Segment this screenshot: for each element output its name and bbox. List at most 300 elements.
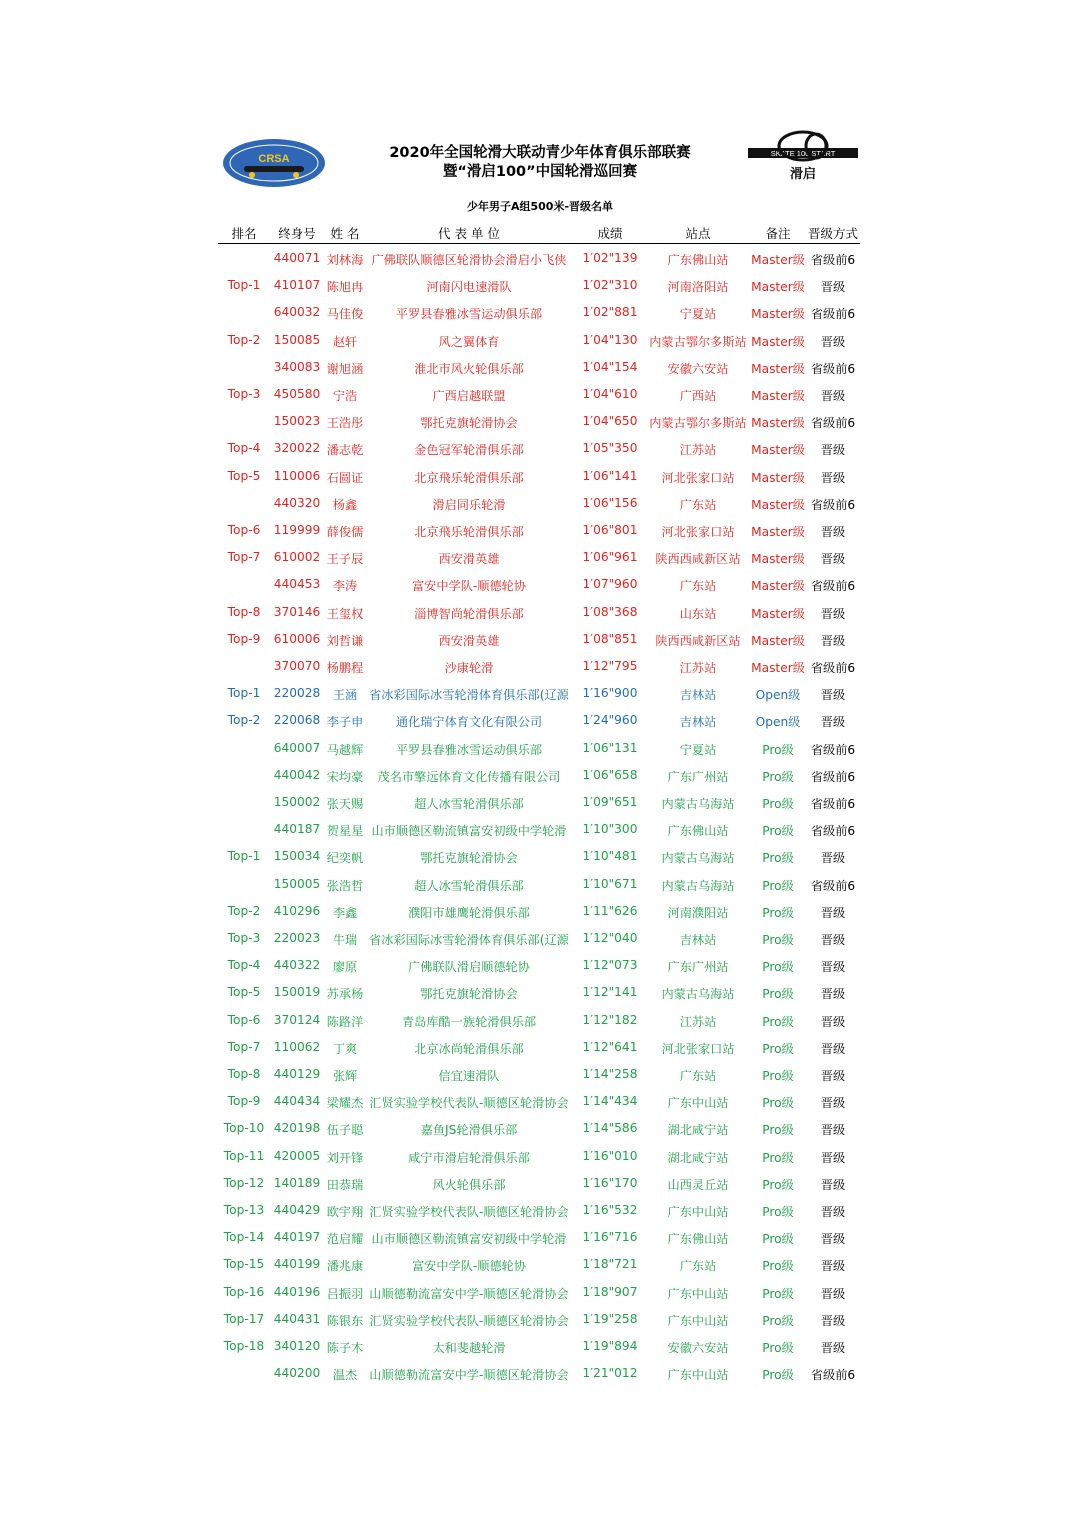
row-team: 富安中学队-顺德轮协	[411, 579, 527, 594]
row-id: 420005	[273, 1148, 321, 1163]
row-athlete-name: 潘志乾	[326, 443, 364, 458]
row-id: 440322	[273, 958, 321, 973]
row-team: 山市顺德区勒流镇富安初级中学轮滑	[371, 824, 567, 839]
row-athlete-name: 欧宇翔	[326, 1205, 364, 1219]
row-team: 鄂托克旗轮滑协会	[420, 851, 518, 866]
row-level: Pro级	[762, 1014, 794, 1029]
row-result-time: 1′14"586	[582, 1121, 638, 1136]
row-id: 450580	[273, 387, 321, 401]
row-advance-method: 省级前6	[810, 824, 856, 839]
row-athlete-name: 潘兆康	[326, 1259, 364, 1274]
row-level: Pro级	[762, 1177, 794, 1192]
row-id: 410296	[273, 903, 321, 918]
table-row	[0, 1171, 1080, 1198]
row-id: 340120	[273, 1339, 321, 1353]
table-row	[0, 1035, 1080, 1062]
row-result-time: 1′10"481	[582, 849, 638, 864]
row-station: 吉林站	[679, 933, 717, 947]
row-athlete-name: 李鑫	[332, 905, 358, 920]
table-row	[0, 1280, 1080, 1307]
row-team: 山顺德勒流富安中学-顺德区轮滑协会	[369, 1368, 569, 1383]
row-rank: Top-6	[227, 523, 261, 537]
row-level: Pro级	[762, 1150, 794, 1165]
header-divider	[218, 243, 860, 244]
row-level: Pro级	[762, 1313, 794, 1328]
table-row	[0, 953, 1080, 980]
row-id: 150034	[273, 849, 321, 864]
row-result-time: 1′12"641	[582, 1039, 638, 1054]
table-row	[0, 1089, 1080, 1116]
row-team: 淮北市风火轮俱乐部	[414, 361, 524, 376]
row-athlete-name: 王涵	[332, 688, 358, 703]
row-level: Master级	[751, 470, 805, 485]
row-athlete-name: 马佳俊	[326, 307, 364, 322]
row-station: 广东广州站	[667, 960, 729, 975]
row-advance-method: 晋级	[820, 470, 846, 485]
row-rank: Top-12	[223, 1175, 265, 1190]
row-team: 西安滑英雄	[438, 552, 500, 567]
row-team: 富安中学队-顺德轮协	[411, 1259, 527, 1274]
row-rank: Top-8	[227, 1067, 261, 1081]
row-level: Master级	[751, 443, 805, 458]
row-station: 内蒙古鄂尔多斯站	[649, 334, 747, 349]
row-result-time: 1′10"671	[582, 876, 638, 891]
row-athlete-name: 贺星星	[326, 824, 364, 839]
row-level: Pro级	[762, 1341, 794, 1355]
row-rank: Top-6	[227, 1012, 261, 1027]
row-team: 濮阳市雄鹰轮滑俱乐部	[408, 905, 530, 920]
page-title-line2: 暨“滑启100”中国轮滑巡回赛	[442, 164, 638, 180]
row-result-time: 1′16"532	[582, 1203, 638, 1217]
row-level: Pro级	[762, 1041, 794, 1056]
table-row	[0, 1198, 1080, 1225]
row-rank: Top-18	[223, 1339, 265, 1353]
row-athlete-name: 牛瑞	[332, 933, 358, 947]
row-team: 广佛联队滑启顺德轮协	[408, 960, 530, 975]
row-team: 信宜速滑队	[438, 1069, 500, 1083]
row-id: 140189	[273, 1175, 321, 1190]
row-result-time: 1′06"156	[582, 495, 638, 510]
row-station: 广东佛山站	[667, 1232, 729, 1247]
row-advance-method: 晋级	[820, 552, 846, 567]
table-row	[0, 246, 1080, 273]
row-id: 150019	[273, 985, 321, 1000]
row-station: 江苏站	[679, 443, 717, 458]
row-athlete-name: 李子申	[326, 715, 364, 730]
row-advance-method: 晋级	[820, 334, 846, 349]
row-team: 通化瑞宁体育文化有限公司	[395, 715, 543, 730]
row-level: Pro级	[762, 851, 794, 866]
row-advance-method: 晋级	[820, 987, 846, 1002]
row-result-time: 1′06"131	[582, 740, 638, 755]
row-id: 340083	[273, 359, 321, 374]
row-level: Master级	[751, 661, 805, 675]
row-team: 汇贤实验学校代表队-顺德区轮滑协会	[369, 1205, 569, 1219]
row-team: 北京飛乐轮滑俱乐部	[414, 470, 524, 485]
row-advance-method: 晋级	[820, 1232, 846, 1247]
row-advance-method: 省级前6	[810, 661, 856, 675]
row-station: 广东广州站	[667, 769, 729, 784]
row-station: 广东站	[679, 1259, 717, 1274]
row-result-time: 1′16"010	[582, 1148, 638, 1163]
table-row	[0, 545, 1080, 572]
row-athlete-name: 苏承杨	[326, 987, 364, 1002]
row-athlete-name: 温杰	[332, 1368, 358, 1383]
row-result-time: 1′19"894	[582, 1339, 638, 1353]
row-team: 省冰彩国际冰雪轮滑体育俱乐部(辽源	[369, 688, 569, 703]
row-station: 山东站	[679, 606, 717, 621]
row-level: Pro级	[762, 824, 794, 839]
row-athlete-name: 刘哲谦	[326, 633, 364, 648]
row-result-time: 1′16"716	[582, 1230, 638, 1245]
row-id: 150023	[273, 414, 321, 429]
row-rank: Top-2	[227, 332, 261, 347]
row-level: Master级	[751, 334, 805, 349]
row-level: Master级	[751, 552, 805, 567]
event-subtitle: 少年男子A组500米-晋级名单	[466, 200, 614, 213]
row-result-time: 1′11"626	[582, 903, 638, 918]
row-id: 640032	[273, 305, 321, 320]
row-athlete-name: 马越辉	[326, 742, 364, 757]
table-row	[0, 1252, 1080, 1279]
row-athlete-name: 张辉	[332, 1069, 358, 1083]
row-team: 平罗县春雅冰雪运动俱乐部	[395, 742, 543, 757]
row-athlete-name: 王浩彤	[326, 416, 364, 431]
table-row	[0, 872, 1080, 899]
row-advance-method: 省级前6	[810, 769, 856, 784]
row-result-time: 1′02"310	[582, 278, 638, 293]
row-level: Master级	[751, 579, 805, 594]
row-team: 山市顺德区勒流镇富安初级中学轮滑	[371, 1232, 567, 1247]
row-rank: Top-4	[227, 441, 261, 456]
row-team: 超人冰雪轮滑俱乐部	[414, 878, 524, 893]
table-row	[0, 790, 1080, 817]
table-row	[0, 1225, 1080, 1252]
row-level: Pro级	[762, 1123, 794, 1138]
row-team: 沙康轮滑	[444, 661, 494, 675]
row-level: Master级	[751, 416, 805, 431]
row-team: 淄博智尚轮滑俱乐部	[414, 606, 524, 621]
row-advance-method: 晋级	[820, 960, 846, 975]
row-advance-method: 省级前6	[810, 497, 856, 512]
table-row	[0, 926, 1080, 953]
row-id: 610006	[273, 631, 321, 646]
row-result-time: 1′12"182	[582, 1012, 638, 1027]
row-team: 北京冰尚轮滑俱乐部	[414, 1041, 524, 1056]
row-advance-method: 晋级	[820, 1041, 846, 1056]
table-row	[0, 328, 1080, 355]
table-row	[0, 844, 1080, 871]
row-id: 440197	[273, 1230, 321, 1245]
row-level: Pro级	[762, 1069, 794, 1083]
row-result-time: 1′09"651	[582, 795, 638, 809]
row-station: 宁夏站	[679, 742, 717, 757]
row-id: 440320	[273, 495, 321, 510]
col-rank-header: 排名	[231, 226, 257, 241]
row-advance-method: 省级前6	[810, 742, 856, 757]
row-athlete-name: 陈路洋	[326, 1014, 364, 1029]
row-team: 金色冠军轮滑俱乐部	[414, 443, 524, 458]
row-id: 440196	[273, 1284, 321, 1299]
row-id: 119999	[273, 523, 321, 537]
row-id: 440429	[273, 1203, 321, 1217]
row-team: 平罗县春雅冰雪运动俱乐部	[395, 307, 543, 322]
row-rank: Top-3	[227, 387, 261, 401]
row-advance-method: 晋级	[820, 280, 846, 295]
table-row	[0, 817, 1080, 844]
row-id: 440042	[273, 767, 321, 782]
row-level: Pro级	[762, 742, 794, 757]
page-title-line1: 2020年全国轮滑大联动青少年体育俱乐部联赛	[389, 145, 691, 161]
row-level: Master级	[751, 307, 805, 322]
row-advance-method: 晋级	[820, 1014, 846, 1029]
row-id: 410107	[273, 278, 321, 293]
col-note-header: 备注	[765, 226, 791, 241]
row-level: Master级	[751, 497, 805, 512]
row-advance-method: 晋级	[820, 933, 846, 947]
row-advance-method: 省级前6	[810, 878, 856, 893]
row-rank: Top-2	[227, 713, 261, 728]
row-level: Master级	[751, 253, 805, 267]
row-advance-method: 晋级	[820, 1341, 846, 1355]
row-station: 吉林站	[679, 715, 717, 730]
row-level: Master级	[751, 525, 805, 539]
table-row	[0, 273, 1080, 300]
row-team: 风火轮俱乐部	[432, 1177, 506, 1192]
row-athlete-name: 宁浩	[332, 389, 358, 403]
table-row	[0, 980, 1080, 1007]
row-id: 220023	[273, 931, 321, 945]
row-advance-method: 晋级	[820, 525, 846, 539]
row-level: Pro级	[762, 1259, 794, 1274]
row-rank: Top-15	[223, 1257, 265, 1272]
row-id: 440199	[273, 1257, 321, 1272]
row-rank: Top-7	[227, 550, 261, 565]
row-station: 山西灵丘站	[667, 1177, 729, 1192]
row-station: 安徽六安站	[667, 1341, 729, 1355]
row-result-time: 1′21"012	[582, 1366, 638, 1381]
row-rank: Top-3	[227, 931, 261, 945]
row-result-time: 1′06"141	[582, 468, 638, 483]
row-advance-method: 晋级	[820, 606, 846, 621]
row-id: 150002	[273, 795, 321, 809]
row-result-time: 1′06"801	[582, 523, 638, 537]
row-level: Pro级	[762, 905, 794, 920]
table-row	[0, 1307, 1080, 1334]
row-athlete-name: 张天赐	[326, 797, 364, 811]
table-header	[220, 224, 860, 244]
col-method-header: 晋级方式	[807, 226, 858, 241]
row-result-time: 1′08"851	[582, 631, 638, 646]
row-rank: Top-4	[227, 958, 261, 973]
svg-text:SKATE 100 START: SKATE 100 START	[770, 149, 836, 158]
row-athlete-name: 伍子聪	[326, 1123, 364, 1138]
row-id: 440129	[273, 1067, 321, 1081]
row-advance-method: 晋级	[820, 1150, 846, 1165]
row-athlete-name: 李涛	[332, 579, 358, 594]
row-id: 320022	[273, 441, 321, 456]
col-name-header: 姓 名	[330, 226, 360, 241]
row-station: 湖北咸宁站	[667, 1123, 729, 1138]
row-rank: Top-9	[227, 631, 261, 646]
row-id: 370070	[273, 659, 321, 673]
row-advance-method: 晋级	[820, 1069, 846, 1083]
row-id: 420198	[273, 1121, 321, 1136]
row-level: Open级	[755, 715, 801, 730]
row-station: 河北张家口站	[661, 470, 735, 485]
row-athlete-name: 刘开锋	[326, 1150, 364, 1165]
row-athlete-name: 陈旭冉	[326, 280, 364, 295]
row-team: 广西启越联盟	[432, 389, 506, 403]
row-athlete-name: 廖原	[332, 960, 358, 975]
row-advance-method: 省级前6	[810, 797, 856, 811]
row-level: Pro级	[762, 769, 794, 784]
row-id: 440071	[273, 251, 321, 265]
row-advance-method: 晋级	[820, 1259, 846, 1274]
row-result-time: 1′16"900	[582, 686, 638, 701]
row-team: 汇贤实验学校代表队-顺德区轮滑协会	[369, 1313, 569, 1328]
row-level: Master级	[751, 280, 805, 295]
row-advance-method: 晋级	[820, 1096, 846, 1111]
table-row	[0, 627, 1080, 654]
row-level: Pro级	[762, 933, 794, 947]
row-advance-method: 晋级	[820, 851, 846, 866]
row-id: 110006	[273, 468, 321, 483]
row-advance-method: 晋级	[820, 389, 846, 403]
table-row	[0, 1062, 1080, 1089]
table-row	[0, 518, 1080, 545]
row-team: 省冰彩国际冰雪轮滑体育俱乐部(辽源	[369, 933, 569, 947]
row-rank: Top-13	[223, 1203, 265, 1217]
row-result-time: 1′07"960	[582, 577, 638, 592]
row-advance-method: 晋级	[820, 633, 846, 648]
row-advance-method: 晋级	[820, 1177, 846, 1192]
table-row	[0, 708, 1080, 735]
row-team: 滑启同乐轮滑	[432, 497, 506, 512]
row-result-time: 1′04"650	[582, 414, 638, 429]
table-row	[0, 1144, 1080, 1171]
row-advance-method: 晋级	[820, 1205, 846, 1219]
row-athlete-name: 范启耀	[326, 1232, 364, 1247]
row-rank: Top-5	[227, 985, 261, 1000]
row-rank: Top-1	[227, 686, 261, 701]
row-rank: Top-7	[227, 1039, 261, 1054]
table-row	[0, 654, 1080, 681]
row-station: 湖北咸宁站	[667, 1150, 729, 1165]
row-id: 640007	[273, 740, 321, 755]
row-team: 超人冰雪轮滑俱乐部	[414, 797, 524, 811]
row-station: 广东站	[679, 1069, 717, 1083]
table-row	[0, 300, 1080, 327]
row-id: 610002	[273, 550, 321, 565]
row-level: Master级	[751, 361, 805, 376]
row-rank: Top-16	[223, 1284, 265, 1299]
col-time-header: 成绩	[597, 226, 623, 241]
row-level: Pro级	[762, 987, 794, 1002]
row-id: 220068	[273, 713, 321, 728]
row-athlete-name: 田恭瑞	[326, 1177, 364, 1192]
col-team-header: 代 表 单 位	[438, 226, 500, 241]
row-athlete-name: 赵轩	[332, 334, 358, 349]
row-team: 汇贤实验学校代表队-顺德区轮滑协会	[369, 1096, 569, 1111]
crsa-logo	[222, 138, 326, 188]
row-advance-method: 晋级	[820, 715, 846, 730]
table-row	[0, 600, 1080, 627]
table-row	[0, 1334, 1080, 1361]
row-team: 西安滑英雄	[438, 633, 500, 648]
row-station: 广东中山站	[667, 1286, 729, 1301]
row-rank: Top-5	[227, 468, 261, 483]
row-result-time: 1′02"139	[582, 251, 638, 265]
row-level: Pro级	[762, 1368, 794, 1383]
row-station: 广东中山站	[667, 1368, 729, 1383]
row-result-time: 1′05"350	[582, 441, 638, 456]
row-athlete-name: 杨鹏程	[326, 661, 364, 675]
col-id-header: 终身号	[278, 226, 316, 241]
table-row	[0, 763, 1080, 790]
row-station: 广东中山站	[667, 1096, 729, 1111]
row-advance-method: 晋级	[820, 905, 846, 920]
row-advance-method: 晋级	[820, 443, 846, 458]
row-station: 河北张家口站	[661, 1041, 735, 1056]
row-athlete-name: 石圆证	[326, 470, 364, 485]
row-advance-method: 晋级	[820, 1123, 846, 1138]
table-row	[0, 1361, 1080, 1388]
row-advance-method: 省级前6	[810, 1368, 856, 1383]
row-station: 广西站	[679, 389, 717, 403]
row-result-time: 1′12"073	[582, 958, 638, 973]
row-result-time: 1′18"721	[582, 1257, 638, 1272]
table-row	[0, 1008, 1080, 1035]
row-advance-method: 晋级	[820, 1313, 846, 1328]
row-athlete-name: 宋均豪	[326, 769, 364, 784]
row-station: 河南濮阳站	[667, 905, 729, 920]
col-station-header: 站点	[685, 226, 711, 241]
row-station: 安徽六安站	[667, 361, 729, 376]
row-level: Pro级	[762, 878, 794, 893]
row-result-time: 1′14"434	[582, 1094, 638, 1109]
table-row	[0, 1116, 1080, 1143]
row-id: 370124	[273, 1012, 321, 1027]
row-station: 广东中山站	[667, 1205, 729, 1219]
row-id: 440431	[273, 1311, 321, 1326]
row-rank: Top-10	[223, 1121, 265, 1136]
row-level: Master级	[751, 633, 805, 648]
row-advance-method: 省级前6	[810, 253, 856, 267]
row-athlete-name: 张浩哲	[326, 878, 364, 893]
row-team: 咸宁市滑启轮滑俱乐部	[408, 1150, 530, 1165]
row-team: 广佛联队顺德区轮滑协会滑启小飞侠	[371, 253, 567, 267]
row-athlete-name: 梁耀杰	[326, 1096, 364, 1111]
row-result-time: 1′12"141	[582, 985, 638, 1000]
row-team: 北京飛乐轮滑俱乐部	[414, 525, 524, 539]
row-advance-method: 晋级	[820, 688, 846, 703]
row-id: 440200	[273, 1366, 321, 1381]
table-row	[0, 736, 1080, 763]
row-advance-method: 省级前6	[810, 416, 856, 431]
row-athlete-name: 刘林海	[326, 253, 364, 267]
row-level: Pro级	[762, 1232, 794, 1247]
row-result-time: 1′16"170	[582, 1175, 638, 1190]
row-station: 广东佛山站	[667, 824, 729, 839]
row-level: Pro级	[762, 960, 794, 975]
row-result-time: 1′18"907	[582, 1284, 638, 1299]
row-athlete-name: 王子辰	[326, 552, 364, 567]
row-athlete-name: 陈银东	[326, 1313, 364, 1328]
table-row	[0, 409, 1080, 436]
row-station: 内蒙古乌海站	[661, 851, 735, 866]
row-team: 太和斐越轮滑	[432, 1341, 506, 1355]
